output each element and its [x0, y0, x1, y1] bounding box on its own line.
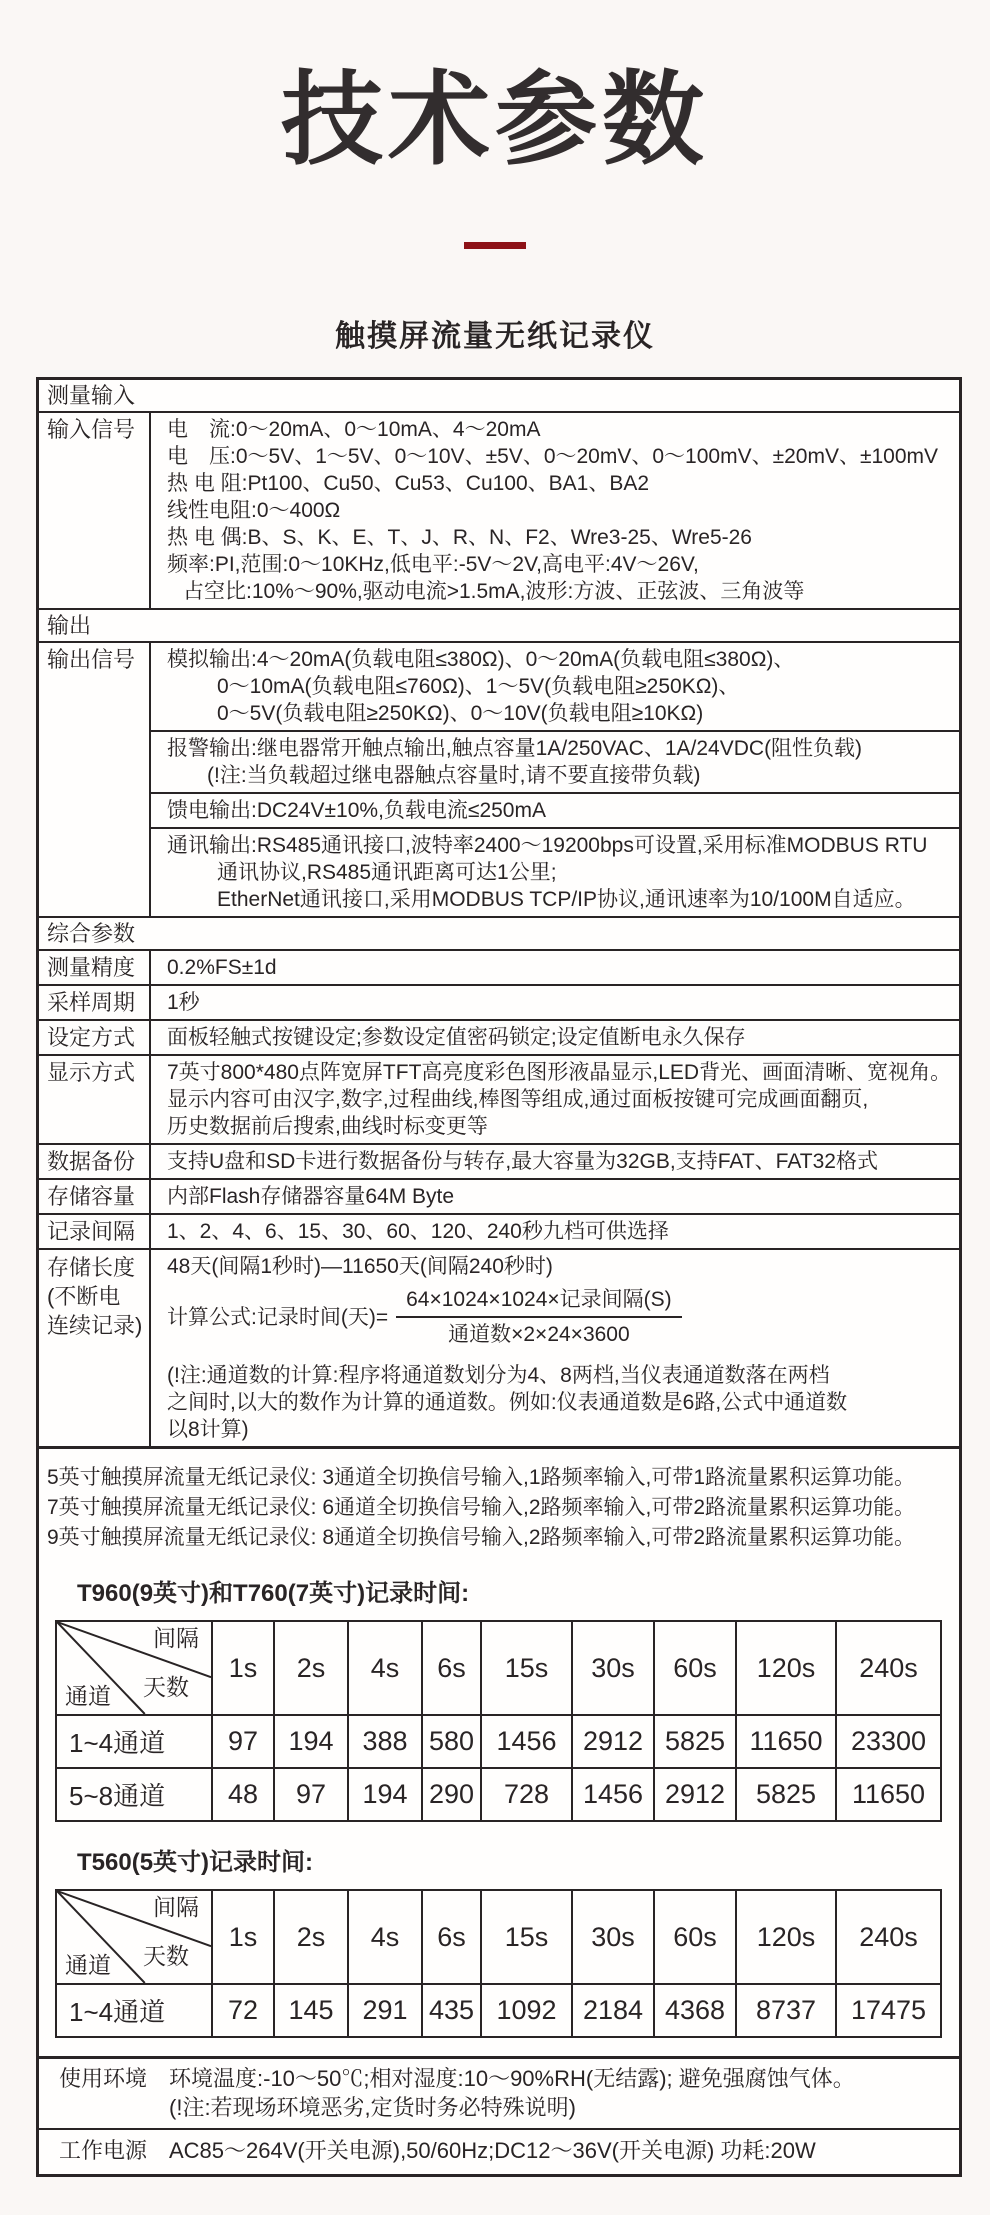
column-header: 2s [274, 1890, 348, 1984]
comm-line-1: 通讯输出:RS485通讯接口,波特率2400～19200bps可设置,采用标准MODBUS RTU [167, 834, 928, 857]
corner-label-days: 天数 [143, 1943, 189, 1969]
record-cell: 290 [422, 1768, 481, 1821]
record-cell: 23300 [836, 1715, 941, 1768]
model-and-record-box [36, 1449, 962, 2177]
capacity-value: 内部Flash存储器容量64M Byte [167, 1185, 455, 1208]
storage-note-line-2: 之间时,以大的数作为计算的通道数。例如:仪表通道数是6路,公式中通道数 [167, 1391, 848, 1414]
storage-note-line-1: (!注:通道数的计算:程序将通道数划分为4、8两档,当仪表通道数落在两档 [167, 1364, 830, 1387]
model-line-5inch: 5英寸触摸屏流量无纸记录仪: 3通道全切换信号输入,1路频率输入,可带1路流量累积运算功能。 [47, 1466, 916, 1489]
analog-line-1: 模拟输出:4～20mA(负载电阻≤380Ω)、0～20mA(负载电阻≤380Ω)、 [167, 648, 795, 671]
output-feed-cell [151, 792, 959, 827]
column-header: 240s [836, 1621, 941, 1715]
record-row-1-4 [56, 1984, 941, 2037]
input-line-linear-resistance: 线性电阻:0～400Ω [167, 499, 341, 522]
row-label-sampling: 采样周期 [39, 986, 151, 1019]
setting-value: 面板轻触式按键设定;参数设定值密码锁定;设定值断电永久保存 [167, 1026, 746, 1049]
column-header: 30s [572, 1621, 654, 1715]
alarm-line-1: 报警输出:继电器常开触点输出,触点容量1A/250VAC、1A/24VDC(阻性负载) [167, 737, 863, 760]
formula-denominator: 通道数×2×24×3600 [448, 1323, 630, 1346]
record-cell: 11650 [736, 1715, 836, 1768]
input-line-thermocouple: 热 电 偶:B、S、K、E、T、J、R、N、F2、Wre3-25、Wre5-26 [167, 526, 752, 549]
row-label-input-signal: 输入信号 [39, 413, 151, 608]
input-line-rtd: 热 电 阻:Pt100、Cu50、Cu53、Cu100、BA1、BA2 [167, 472, 650, 495]
column-header: 60s [654, 1890, 736, 1984]
storage-label-line-3: 连续记录) [47, 1313, 143, 1338]
record-table-title-t560: T560(5英寸)记录时间: [77, 1849, 314, 1876]
row-label-interval: 记录间隔 [39, 1215, 151, 1248]
feed-line: 馈电输出:DC24V±10%,负载电流≤250mA [167, 799, 546, 822]
page-title: 技术参数 [281, 63, 709, 177]
record-cell: 1456 [481, 1715, 572, 1768]
column-header: 6s [422, 1621, 481, 1715]
output-alarm-cell [151, 730, 959, 792]
spec-row-accuracy [39, 951, 959, 986]
section-title-general: 综合参数 [47, 921, 136, 946]
record-cell: 5825 [654, 1715, 736, 1768]
environment-content [169, 2064, 959, 2122]
column-header: 240s [836, 1890, 941, 1984]
storage-range: 48天(间隔1秒时)—11650天(间隔240秒时) [167, 1255, 553, 1278]
storage-note-line-3: 以8计算) [167, 1418, 249, 1441]
column-header: 30s [572, 1890, 654, 1984]
comm-line-3: EtherNet通讯接口,采用MODBUS TCP/IP协议,通讯速率为10/100M自适应。 [217, 888, 916, 911]
record-cell: 17475 [836, 1984, 941, 2037]
display-line-3: 历史数据前后搜索,曲线时标变更等 [167, 1115, 488, 1138]
column-header: 15s [481, 1621, 572, 1715]
storage-label-line-2: (不断电 [47, 1284, 121, 1309]
backup-value: 支持U盘和SD卡进行数据备份与转存,最大容量为32GB,支持FAT、FAT32格式 [167, 1150, 878, 1173]
column-header: 120s [736, 1621, 836, 1715]
corner-label-days: 天数 [143, 1674, 189, 1700]
corner-label-channel: 通道 [65, 1683, 111, 1709]
spec-table [36, 377, 962, 1449]
record-cell: 145 [274, 1984, 348, 2037]
record-cell: 194 [348, 1768, 422, 1821]
corner-label-interval: 间隔 [153, 1625, 199, 1651]
model-line-9inch: 9英寸触摸屏流量无纸记录仪: 8通道全切换信号输入,2路频率输入,可带2路流量累积运算功能。 [47, 1526, 916, 1549]
record-table-title-t960: T960(9英寸)和T760(7英寸)记录时间: [77, 1580, 470, 1607]
analog-line-3: 0～5V(负载电阻≥250KΩ)、0～10V(负载电阻≥10KΩ) [217, 702, 704, 725]
alarm-line-2: (!注:当负载超过继电器触点容量时,请不要直接带负载) [207, 764, 701, 787]
column-header: 6s [422, 1890, 481, 1984]
formula-fraction [396, 1286, 682, 1348]
row-label-1-4: 1~4通道 [56, 1715, 212, 1768]
power-value: AC85～264V(开关电源),50/60Hz;DC12～36V(开关电源) 功耗:20W [169, 2138, 816, 2163]
storage-formula [167, 1286, 953, 1348]
formula-prefix: 计算公式:记录时间(天)= [167, 1305, 389, 1329]
display-content [151, 1056, 959, 1143]
column-header: 1s [212, 1890, 274, 1984]
record-header-row [56, 1890, 941, 1984]
column-header: 15s [481, 1890, 572, 1984]
display-line-1: 7英寸800*480点阵宽屏TFT高亮度彩色图形液晶显示,LED背光、画面清晰、宽视角。 [167, 1061, 952, 1084]
spec-row-interval [39, 1215, 959, 1250]
row-label-environment: 使用环境 [59, 2066, 148, 2091]
column-header: 2s [274, 1621, 348, 1715]
record-row-1-4 [56, 1715, 941, 1768]
record-cell: 388 [348, 1715, 422, 1768]
column-header: 60s [654, 1621, 736, 1715]
row-label-output-signal: 输出信号 [39, 643, 151, 916]
storage-content [151, 1250, 959, 1446]
spec-row-output-signal [39, 643, 959, 918]
record-cell: 1456 [572, 1768, 654, 1821]
record-cell: 11650 [836, 1768, 941, 1821]
corner-label-channel: 通道 [65, 1952, 111, 1978]
column-header: 4s [348, 1621, 422, 1715]
row-label-5-8: 5~8通道 [56, 1768, 212, 1821]
record-cell: 97 [212, 1715, 274, 1768]
input-signal-content [151, 413, 959, 608]
section-row-measure-input [39, 380, 959, 413]
column-header: 1s [212, 1621, 274, 1715]
accuracy-value: 0.2%FS±1d [167, 956, 277, 979]
record-table-t960 [55, 1620, 942, 1822]
input-line-duty-cycle: 占空比:10%～90%,驱动电流>1.5mA,波形:方波、正弦波、三角波等 [183, 580, 805, 603]
record-cell: 435 [422, 1984, 481, 2037]
row-label-accuracy: 测量精度 [39, 951, 151, 984]
record-cell: 194 [274, 1715, 348, 1768]
input-line-voltage: 电 压:0～5V、1～5V、0～10V、±5V、0～20mV、0～100mV、±20mV、±100mV [167, 445, 939, 468]
record-cell: 4368 [654, 1984, 736, 2037]
output-analog-cell [151, 643, 959, 730]
storage-note [167, 1362, 953, 1443]
interval-value: 1、2、4、6、15、30、60、120、240秒九档可供选择 [167, 1220, 669, 1243]
diagonal-header-cell [56, 1621, 212, 1715]
row-label-capacity: 存储容量 [39, 1180, 151, 1213]
section-title-output: 输出 [47, 613, 92, 638]
row-label-backup: 数据备份 [39, 1145, 151, 1178]
record-cell: 580 [422, 1715, 481, 1768]
comm-line-2: 通讯协议,RS485通讯距离可达1公里; [217, 861, 557, 884]
row-label-power: 工作电源 [59, 2138, 148, 2163]
power-row [39, 2128, 959, 2174]
input-line-frequency: 频率:PI,范围:0～10KHz,低电平:-5V～2V,高电平:4V～26V, [167, 553, 699, 576]
row-label-storage-length [39, 1250, 151, 1446]
input-line-current: 电 流:0～20mA、0～10mA、4～20mA [167, 418, 541, 441]
model-line-7inch: 7英寸触摸屏流量无纸记录仪: 6通道全切换信号输入,2路频率输入,可带2路流量累积运算功能。 [47, 1496, 916, 1519]
record-header-row [56, 1621, 941, 1715]
spec-row-display [39, 1056, 959, 1145]
record-cell: 1092 [481, 1984, 572, 2037]
row-label-1-4: 1~4通道 [56, 1984, 212, 2037]
formula-numerator: 64×1024×1024×记录间隔(S) [396, 1286, 682, 1318]
spec-row-input-signal [39, 413, 959, 610]
diagonal-header-cell [56, 1890, 212, 1984]
record-row-5-8 [56, 1768, 941, 1821]
spec-row-sampling [39, 986, 959, 1021]
analog-line-2: 0～10mA(负载电阻≤760Ω)、1～5V(负载电阻≥250KΩ)、 [217, 675, 740, 698]
spec-row-storage-length [39, 1250, 959, 1446]
column-header: 120s [736, 1890, 836, 1984]
column-header: 4s [348, 1890, 422, 1984]
record-cell: 97 [274, 1768, 348, 1821]
record-table-t560 [55, 1889, 942, 2038]
record-cell: 48 [212, 1768, 274, 1821]
record-cell: 728 [481, 1768, 572, 1821]
environment-line-1: 环境温度:-10～50℃;相对湿度:10～90%RH(无结露); 避免强腐蚀气体。 [169, 2066, 855, 2091]
storage-label-line-1: 存储长度 [47, 1255, 136, 1280]
spec-row-backup [39, 1145, 959, 1180]
spec-row-capacity [39, 1180, 959, 1215]
output-comm-cell [151, 827, 959, 916]
row-label-display: 显示方式 [39, 1056, 151, 1143]
corner-label-interval: 间隔 [153, 1894, 199, 1920]
record-cell: 2184 [572, 1984, 654, 2037]
page-subtitle: 触摸屏流量无纸记录仪 [335, 320, 655, 353]
environment-line-2: (!注:若现场环境恶劣,定货时务必特殊说明) [169, 2095, 576, 2120]
row-label-setting: 设定方式 [39, 1021, 151, 1054]
record-cell: 2912 [572, 1715, 654, 1768]
record-cell: 5825 [736, 1768, 836, 1821]
section-title-measure-input: 测量输入 [47, 383, 136, 408]
accent-dash [464, 242, 526, 249]
section-row-output [39, 610, 959, 643]
section-row-general [39, 918, 959, 951]
display-line-2: 显示内容可由汉字,数字,过程曲线,棒图等组成,通过面板按键可完成画面翻页, [167, 1088, 869, 1111]
record-cell: 8737 [736, 1984, 836, 2037]
output-signal-content [151, 643, 959, 916]
sampling-value: 1秒 [167, 991, 200, 1014]
record-cell: 291 [348, 1984, 422, 2037]
environment-row [39, 2056, 959, 2128]
spec-row-setting [39, 1021, 959, 1056]
record-cell: 72 [212, 1984, 274, 2037]
record-cell: 2912 [654, 1768, 736, 1821]
